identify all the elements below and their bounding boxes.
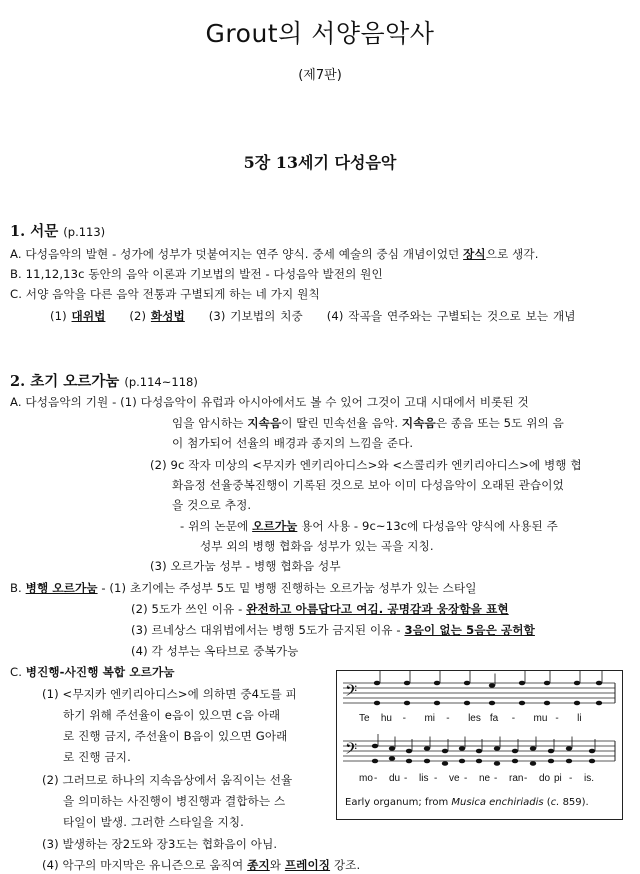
- lyric-syllable: -: [464, 773, 468, 784]
- note-head: [442, 761, 448, 766]
- principle-notation: (3) 기보법의 치중: [208, 309, 303, 323]
- principle-1-num: (1): [50, 309, 67, 323]
- item-label: C.: [10, 665, 22, 679]
- sec2-c1-line1: (1) <무지카 엔키리아디스>에 의하면 중4도를 피: [42, 687, 297, 701]
- keyword-mixed-organum: 병진행-사진행 복합 오르가눔: [25, 665, 175, 679]
- text: 용어 사용 - 9c~13c에 다성음악 양식에 사용된 주: [297, 519, 558, 533]
- sec1-item-a: [10, 246, 539, 262]
- text: 와: [269, 858, 285, 872]
- sec2-item-b-line1: [10, 580, 477, 596]
- lyric-syllable: hu: [380, 713, 392, 724]
- lyric-syllable: -: [402, 713, 406, 724]
- note-head: [589, 749, 595, 754]
- note-head: [464, 701, 470, 706]
- item-label: A.: [10, 395, 22, 409]
- sec2-a2-line1: (2) 9c 작자 미상의 <무지카 엔키리아디스>와 <스콜리카 엔키리아디스>에 병행 협: [150, 458, 582, 472]
- principle-counterpoint: 대위법: [71, 309, 106, 323]
- item-text-tail: 으로 생각.: [485, 247, 539, 261]
- lyric-syllable: ve: [449, 773, 460, 784]
- lyric-syllable: mu: [533, 713, 548, 724]
- keyword-fifth-reason: 완전하고 아름답다고 여김. 공명감과 웅장함을 표현: [246, 602, 509, 616]
- item-label: A.: [10, 247, 22, 261]
- edition-label: (제7판): [298, 68, 342, 83]
- sec2-c4: [42, 857, 360, 873]
- note-head: [406, 759, 412, 764]
- note-head: [404, 701, 410, 706]
- sec2-item-c-heading: [10, 664, 175, 680]
- caption-text: Early organum; from: [345, 797, 452, 808]
- note-head: [476, 749, 482, 754]
- lyric-syllable: li: [577, 713, 582, 724]
- item-text: 다성음악의 발현 - 성가에 성부가 덧붙여지는 연주 양식. 중세 예술의 중심 개념이었던: [25, 247, 464, 261]
- sec2-a2-sub-line1: [180, 518, 558, 534]
- note-head: [424, 759, 430, 764]
- sec2-c1-line3: 로 진행 금지, 주선율이 B음이 있으면 G아래: [63, 729, 288, 743]
- note-head: [530, 746, 536, 751]
- text: 이 딸린 민속선율 음악.: [281, 416, 402, 430]
- note-head: [512, 759, 518, 764]
- text: - 위의 논문에: [180, 519, 253, 533]
- lyric-syllable: Te: [359, 713, 370, 724]
- note-head: [574, 701, 580, 706]
- sec2-a2-line3: 을 것으로 추정.: [172, 498, 252, 512]
- sec1-item-c: [10, 286, 320, 302]
- note-head: [489, 701, 495, 706]
- lyric-syllable: -: [494, 773, 498, 784]
- section-2-heading: [10, 370, 198, 391]
- item-text: 다성음악의 기원 - (1) 다성음악이 유럽과 아시아에서도 볼 수 있어 그것이 고대 시대에서 비롯된 것: [25, 395, 529, 409]
- bass-clef-icon: 𝄢: [345, 740, 358, 762]
- item-text: 11,12,13c 동안의 음악 이론과 기보법의 발전 - 다성음악 발전의 원인: [25, 267, 383, 281]
- lyric-syllable: is.: [584, 773, 594, 784]
- lyric-syllable: -: [524, 773, 528, 784]
- note-head: [464, 681, 470, 686]
- sec2-a2-sub-line2: 성부 외의 병행 협화음 성부가 있는 곡을 지칭.: [200, 539, 434, 553]
- sec2-a3: (3) 오르가눔 성부 - 병행 협화음 성부: [150, 559, 341, 573]
- section-1-pages: (p.113): [63, 225, 106, 239]
- keyword-drone: 지속음: [401, 416, 436, 430]
- sec2-c3: (3) 발생하는 장2도와 장3도는 협화음이 아님.: [42, 837, 278, 851]
- note-head: [374, 681, 380, 686]
- lyric-syllable: fa: [489, 713, 499, 724]
- sec2-c1-line2: 하기 위해 주선율이 e음이 있으면 c음 아래: [63, 708, 281, 722]
- lyric-syllable: les: [468, 713, 481, 724]
- page-title: Grout의 서양음악사: [205, 19, 435, 48]
- note-head: [530, 761, 536, 766]
- note-head: [434, 701, 440, 706]
- text: 강조.: [330, 858, 361, 872]
- note-head: [512, 749, 518, 754]
- note-head: [442, 749, 448, 754]
- chapter-heading: 5장 13세기 다성음악: [243, 153, 397, 172]
- lyric-syllable: -: [374, 773, 378, 784]
- note-head: [548, 749, 554, 754]
- keyword-organum: 오르가눔: [252, 519, 298, 533]
- text: (4) 악구의 마지막은 유니즌으로 움직여: [42, 858, 248, 872]
- lyric-syllable: -: [404, 773, 408, 784]
- note-head: [566, 759, 572, 764]
- sec2-a1-line2: [172, 415, 564, 431]
- note-head: [519, 701, 525, 706]
- bass-clef-icon: 𝄢: [345, 682, 358, 704]
- note-head: [519, 681, 525, 686]
- note-head: [424, 746, 430, 751]
- sec2-a1-line3: 이 첨가되어 선율의 배경과 종지의 느낌을 준다.: [172, 436, 414, 450]
- caption-circa: c.: [550, 797, 560, 808]
- item-text: - (1) 초기에는 주성부 5도 밑 병행 진행하는 오르가눔 성부가 있는 스타일: [97, 581, 477, 595]
- lyric-syllable: du: [389, 773, 401, 784]
- sec2-c1-line4: 로 진행 금지.: [63, 750, 131, 764]
- lyric-syllable: -: [555, 713, 559, 724]
- lyric-syllable: mi: [424, 713, 436, 724]
- note-head: [476, 759, 482, 764]
- note-head: [434, 681, 440, 686]
- lyric-syllable: mo: [359, 773, 373, 784]
- sec2-c2-line2: 을 의미하는 사진행이 병진행과 결합하는 스: [63, 794, 286, 808]
- note-head: [489, 683, 495, 688]
- note-head: [374, 701, 380, 706]
- sec1-item-b: [10, 266, 383, 282]
- music-example-figure: [336, 670, 623, 820]
- sec2-b2: [131, 601, 509, 617]
- text: (3) 르네상스 대위법에서는 병행 5도가 금지된 이유 -: [131, 623, 405, 637]
- keyword-parallel-organum: 병행 오르가눔: [25, 581, 98, 595]
- lyric-syllable: do: [539, 773, 551, 784]
- section-1-number: 1.: [10, 223, 26, 240]
- item-label: B.: [10, 267, 22, 281]
- lyric-syllable: lis: [419, 773, 429, 784]
- item-label: B.: [10, 581, 22, 595]
- sec2-a2-line2: 화음정 선율중복진행이 기록된 것으로 보아 이미 다성음악이 오래된 관습이었: [172, 478, 564, 492]
- lyric-syllable: -: [434, 773, 438, 784]
- principle-composition: (4) 작곡을 연주와는 구별되는 것으로 보는 개념: [326, 309, 576, 323]
- sec2-b4: (4) 각 성부는 옥타브로 중복가능: [131, 644, 299, 658]
- keyword-cadence: 종지: [247, 858, 270, 872]
- note-head: [596, 681, 602, 686]
- principle-harmony: 화성법: [150, 309, 185, 323]
- keyword-empty-fifth: 3음이 없는 5음은 공허함: [404, 623, 535, 637]
- music-caption: [345, 797, 589, 808]
- item-text: 서양 음악을 다른 음악 전통과 구별되게 하는 네 가지 원칙: [25, 287, 320, 301]
- caption-text: (: [543, 797, 551, 808]
- sec2-c2-line1: (2) 그러므로 하나의 지속음상에서 움직이는 선율: [42, 773, 293, 787]
- keyword-phrasing: 프레이징: [284, 858, 331, 872]
- lyric-syllable: -: [446, 713, 450, 724]
- principle-2-num: (2): [129, 309, 147, 323]
- note-head: [574, 681, 580, 686]
- note-head: [404, 681, 410, 686]
- note-head: [589, 759, 595, 764]
- text: 임을 암시하는: [172, 416, 248, 430]
- sec2-c2-line3: 타일이 발생. 그러한 스타일을 지칭.: [63, 815, 244, 829]
- note-head: [372, 744, 378, 749]
- text: (2) 5도가 쓰인 이유 -: [131, 602, 247, 616]
- lyric-syllable: pi: [554, 773, 562, 784]
- lyric-syllable: ran: [509, 773, 524, 784]
- section-2-number: 2.: [10, 373, 26, 390]
- note-head: [544, 701, 550, 706]
- lyric-syllable: -: [511, 713, 516, 724]
- note-head: [459, 759, 465, 764]
- lyric-syllable: -: [569, 773, 573, 784]
- section-2-pages: (p.114~118): [124, 375, 198, 389]
- section-1-title: 서문: [30, 223, 59, 240]
- note-head: [389, 746, 395, 751]
- sec1-principles: [50, 308, 576, 324]
- sec2-item-a-line1: [10, 394, 529, 410]
- note-head: [494, 746, 500, 751]
- sec2-b3: [131, 622, 535, 638]
- note-head: [459, 746, 465, 751]
- music-notation: [337, 671, 622, 795]
- note-head: [389, 756, 395, 761]
- caption-title: Musica enchiriadis: [451, 797, 544, 808]
- keyword-decoration: 장식: [463, 247, 486, 261]
- lyric-syllable: ne: [479, 773, 491, 784]
- note-head: [372, 759, 378, 764]
- note-head: [596, 701, 602, 706]
- note-head: [544, 681, 550, 686]
- note-head: [566, 746, 572, 751]
- caption-text: 859).: [559, 797, 589, 808]
- keyword-drone: 지속음: [247, 416, 282, 430]
- section-1-heading: [10, 220, 105, 241]
- section-2-title: 초기 오르가눔: [30, 373, 120, 390]
- note-head: [548, 759, 554, 764]
- note-head: [406, 749, 412, 754]
- note-head: [494, 761, 500, 766]
- item-label: C.: [10, 287, 22, 301]
- text: 은 종음 또는 5도 위의 음: [435, 416, 564, 430]
